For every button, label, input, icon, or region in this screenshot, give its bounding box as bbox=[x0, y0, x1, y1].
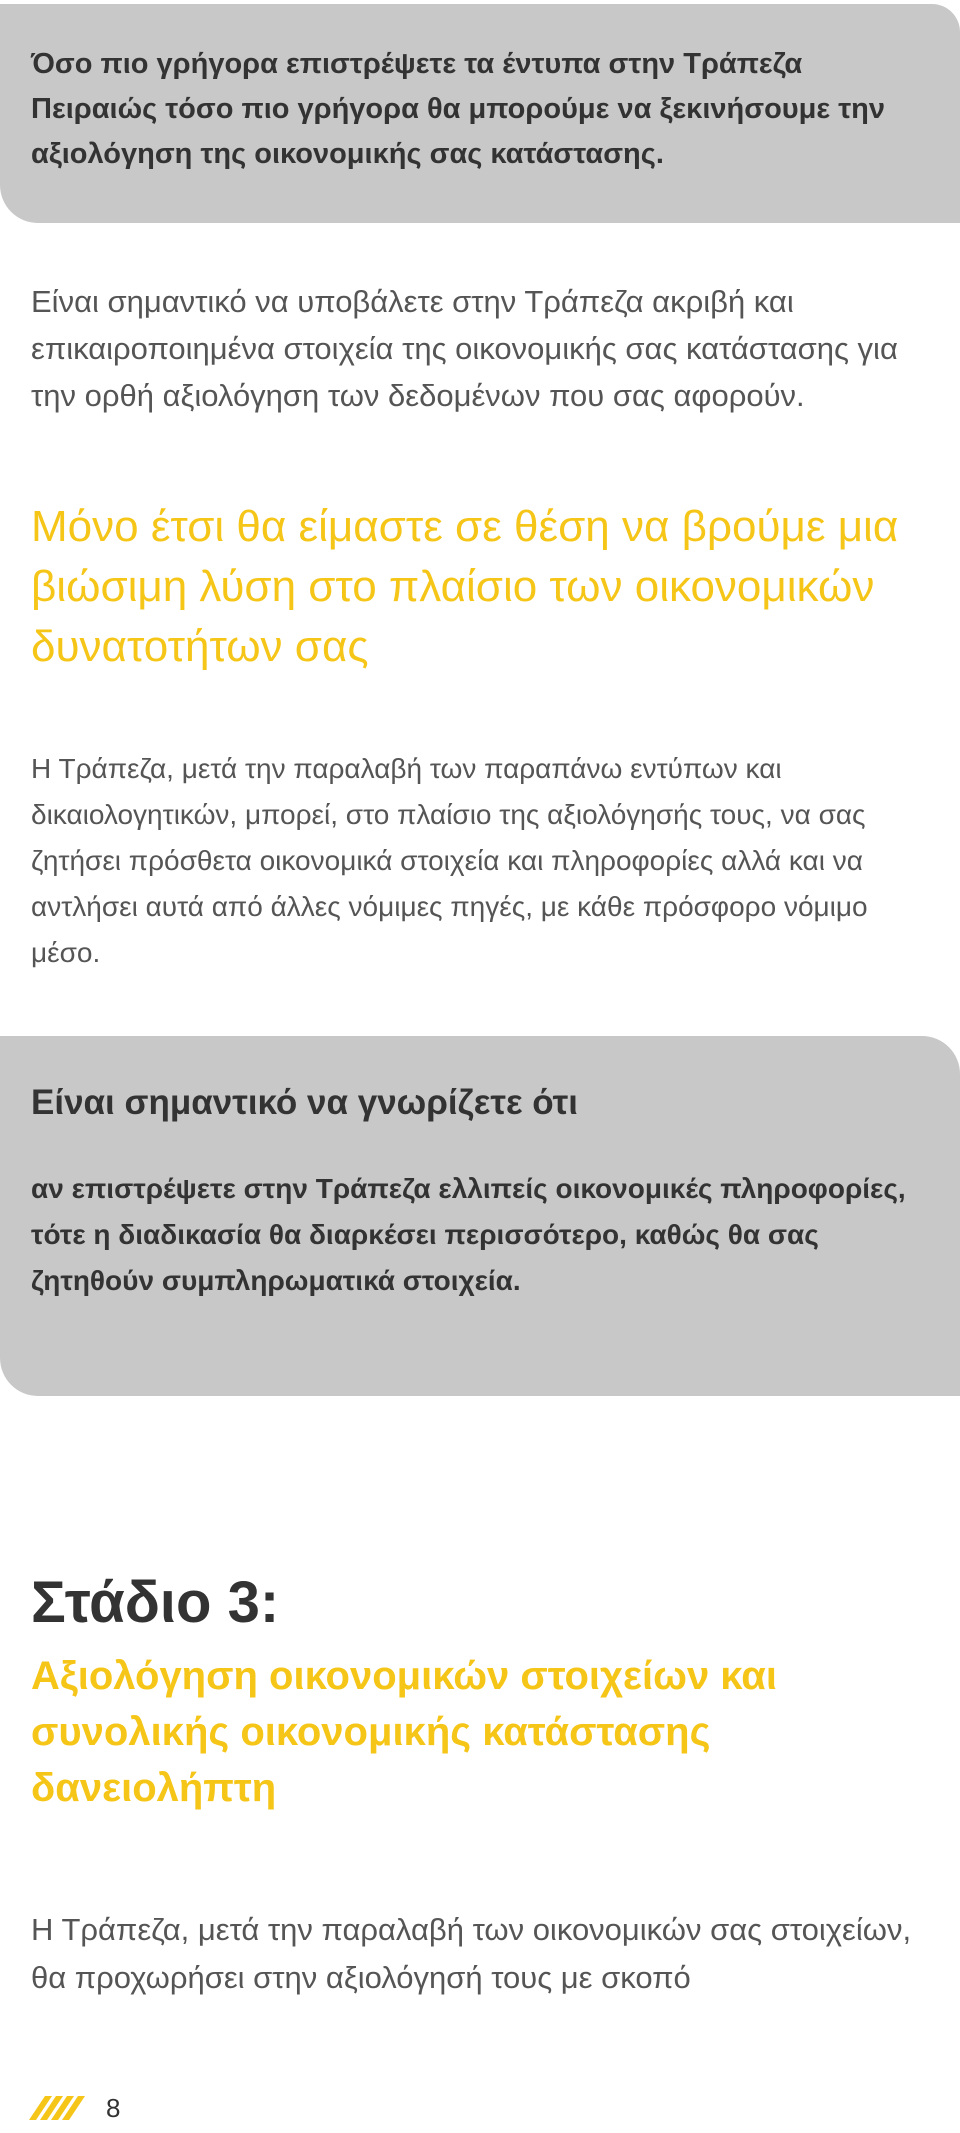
highlight-heading: Μόνο έτσι θα είμαστε σε θέση να βρούμε μια βιώσιμη λύση στο πλαίσιο των οικονομικών δυνατοτήτων σας bbox=[31, 502, 899, 671]
stage-title: Αξιολόγηση οικονομικών στοιχείων και συνολικής οικονομικής κατάστασης δανειολήπτη bbox=[31, 1654, 777, 1810]
callout-important-heading: Είναι σημαντικό να γνωρίζετε ότι bbox=[31, 1083, 579, 1122]
stage-label: Στάδιο 3: bbox=[31, 1570, 280, 1635]
callout-top-text: Όσο πιο γρήγορα επιστρέψετε τα έντυπα στην Τράπεζα Πειραιώς τόσο πιο γρήγορα θα μπορούμε να ξεκινήσουμε την αξιολόγηση της οικονομικής σας κατάστασης. bbox=[31, 48, 886, 170]
diagonal-stripes-icon bbox=[29, 2092, 85, 2120]
paragraph-additional-info: Η Τράπεζα, μετά την παραλαβή των παραπάνω εντύπων και δικαιολογητικών, μπορεί, στο πλαίσιο της αξιολόγησής τους, να σας ζητήσει πρόσθετα οικονομικά στοιχεία και πληροφορίες αλλά και να αντλήσει αυτά από άλλες νόμιμες πηγές, με κάθε πρόσφορο νόμιμο μέσο. bbox=[31, 753, 868, 968]
paragraph-assessment: Η Τράπεζα, μετά την παραλαβή των οικονομικών σας στοιχείων, θα προχωρήσει στην αξιολόγησή τους με σκοπό bbox=[31, 1912, 912, 1995]
paragraph-accurate-data: Είναι σημαντικό να υποβάλετε στην Τράπεζα ακριβή και επικαιροποιημένα στοιχεία της οικονομικής σας κατάστασης για την ορθή αξιολόγηση των δεδομένων που σας αφορούν. bbox=[31, 284, 898, 413]
page-number: 8 bbox=[106, 2093, 121, 2123]
callout-important-text: αν επιστρέψετε στην Τράπεζα ελλιπείς οικονομικές πληροφορίες, τότε η διαδικασία θα διαρκέσει περισσότερο, καθώς θα σας ζητηθούν συμπληρωματικά στοιχεία. bbox=[31, 1173, 906, 1296]
